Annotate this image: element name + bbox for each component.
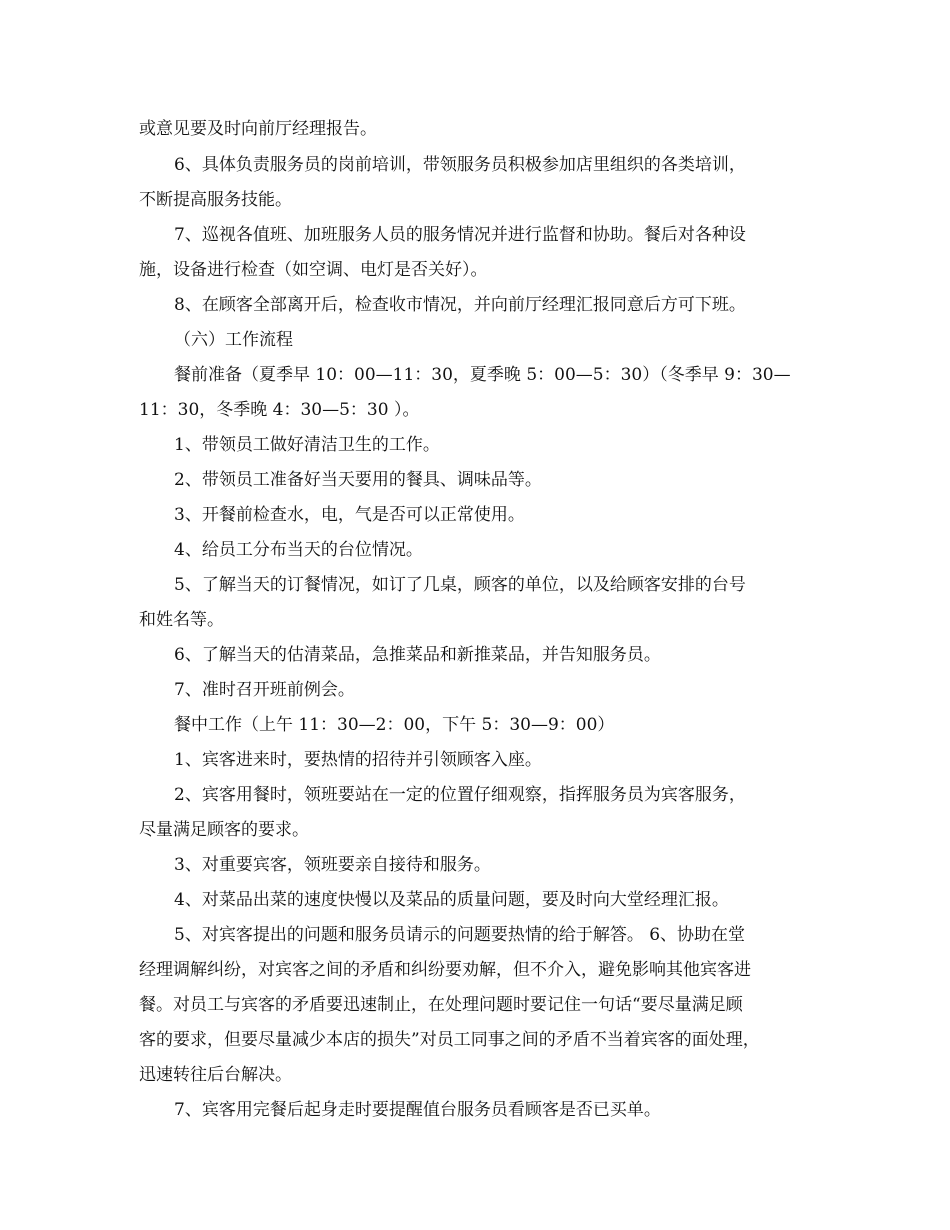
text-line: 3、对重要宾客，领班要亲自接待和服务。 bbox=[174, 855, 491, 875]
text-line: 和姓名等。 bbox=[139, 610, 224, 630]
text-line: 尽量满足顾客的要求。 bbox=[139, 820, 309, 840]
text-line: 5、对宾客提出的问题和服务员请示的问题要热情的给于解答。 6、协助在堂 bbox=[174, 925, 746, 945]
text-line: 4、给员工分布当天的台位情况。 bbox=[174, 540, 423, 560]
text-line: 餐中工作（上午 11：30—2：00，下午 5：30—9：00） bbox=[174, 715, 615, 735]
text-line: 5、了解当天的订餐情况，如订了几桌，顾客的单位，以及给顾客安排的台号 bbox=[174, 575, 746, 595]
text-line: 餐。对员工与宾客的矛盾要迅速制止，在处理问题时要记住一句话“要尽量满足顾 bbox=[139, 995, 743, 1015]
text-line: 2、带领员工准备好当天要用的餐具、调味品等。 bbox=[174, 470, 542, 490]
text-line: 餐前准备（夏季早 10：00—11：30，夏季晚 5：00—5：30）（冬季早 9：30— bbox=[174, 365, 791, 385]
section-heading: （六）工作流程 bbox=[174, 330, 293, 350]
text-line: 经理调解纠纷，对宾客之间的矛盾和纠纷要劝解，但不介入，避免影响其他宾客进 bbox=[139, 960, 751, 980]
text-line: 8、在顾客全部离开后，检查收市情况，并向前厅经理汇报同意后方可下班。 bbox=[174, 295, 746, 315]
text-line: 6、了解当天的估清菜品，急推菜品和新推菜品，并告知服务员。 bbox=[174, 645, 661, 665]
text-line: 1、宾客进来时，要热情的招待并引领顾客入座。 bbox=[174, 750, 542, 770]
text-line: 迅速转往后台解决。 bbox=[139, 1065, 292, 1085]
text-line: 1、带领员工做好清洁卫生的工作。 bbox=[174, 435, 440, 455]
text-line: 7、准时召开班前例会。 bbox=[174, 680, 355, 700]
text-line: 6、具体负责服务员的岗前培训，带领服务员积极参加店里组织的各类培训， bbox=[174, 155, 746, 175]
text-line: 不断提高服务技能。 bbox=[139, 190, 292, 210]
text-line: 7、宾客用完餐后起身走时要提醒值台服务员看顾客是否已买单。 bbox=[174, 1100, 661, 1120]
text-line: 11：30，冬季晚 4：30—5：30 ）。 bbox=[139, 400, 420, 420]
text-line: 4、对菜品出菜的速度快慢以及菜品的质量问题，要及时向大堂经理汇报。 bbox=[174, 890, 729, 910]
text-line: 2、宾客用餐时，领班要站在一定的位置仔细观察，指挥服务员为宾客服务， bbox=[174, 785, 746, 805]
text-line: 3、开餐前检查水，电，气是否可以正常使用。 bbox=[174, 505, 525, 525]
text-line: 或意见要及时向前厅经理报告。 bbox=[139, 119, 377, 139]
text-line: 7、巡视各值班、加班服务人员的服务情况并进行监督和协助。餐后对各种设 bbox=[174, 225, 746, 245]
text-line: 客的要求，但要尽量减少本店的损失”对员工同事之间的矛盾不当着宾客的面处理， bbox=[139, 1030, 760, 1050]
text-line: 施，设备进行检查（如空调、电灯是否关好）。 bbox=[139, 260, 488, 280]
